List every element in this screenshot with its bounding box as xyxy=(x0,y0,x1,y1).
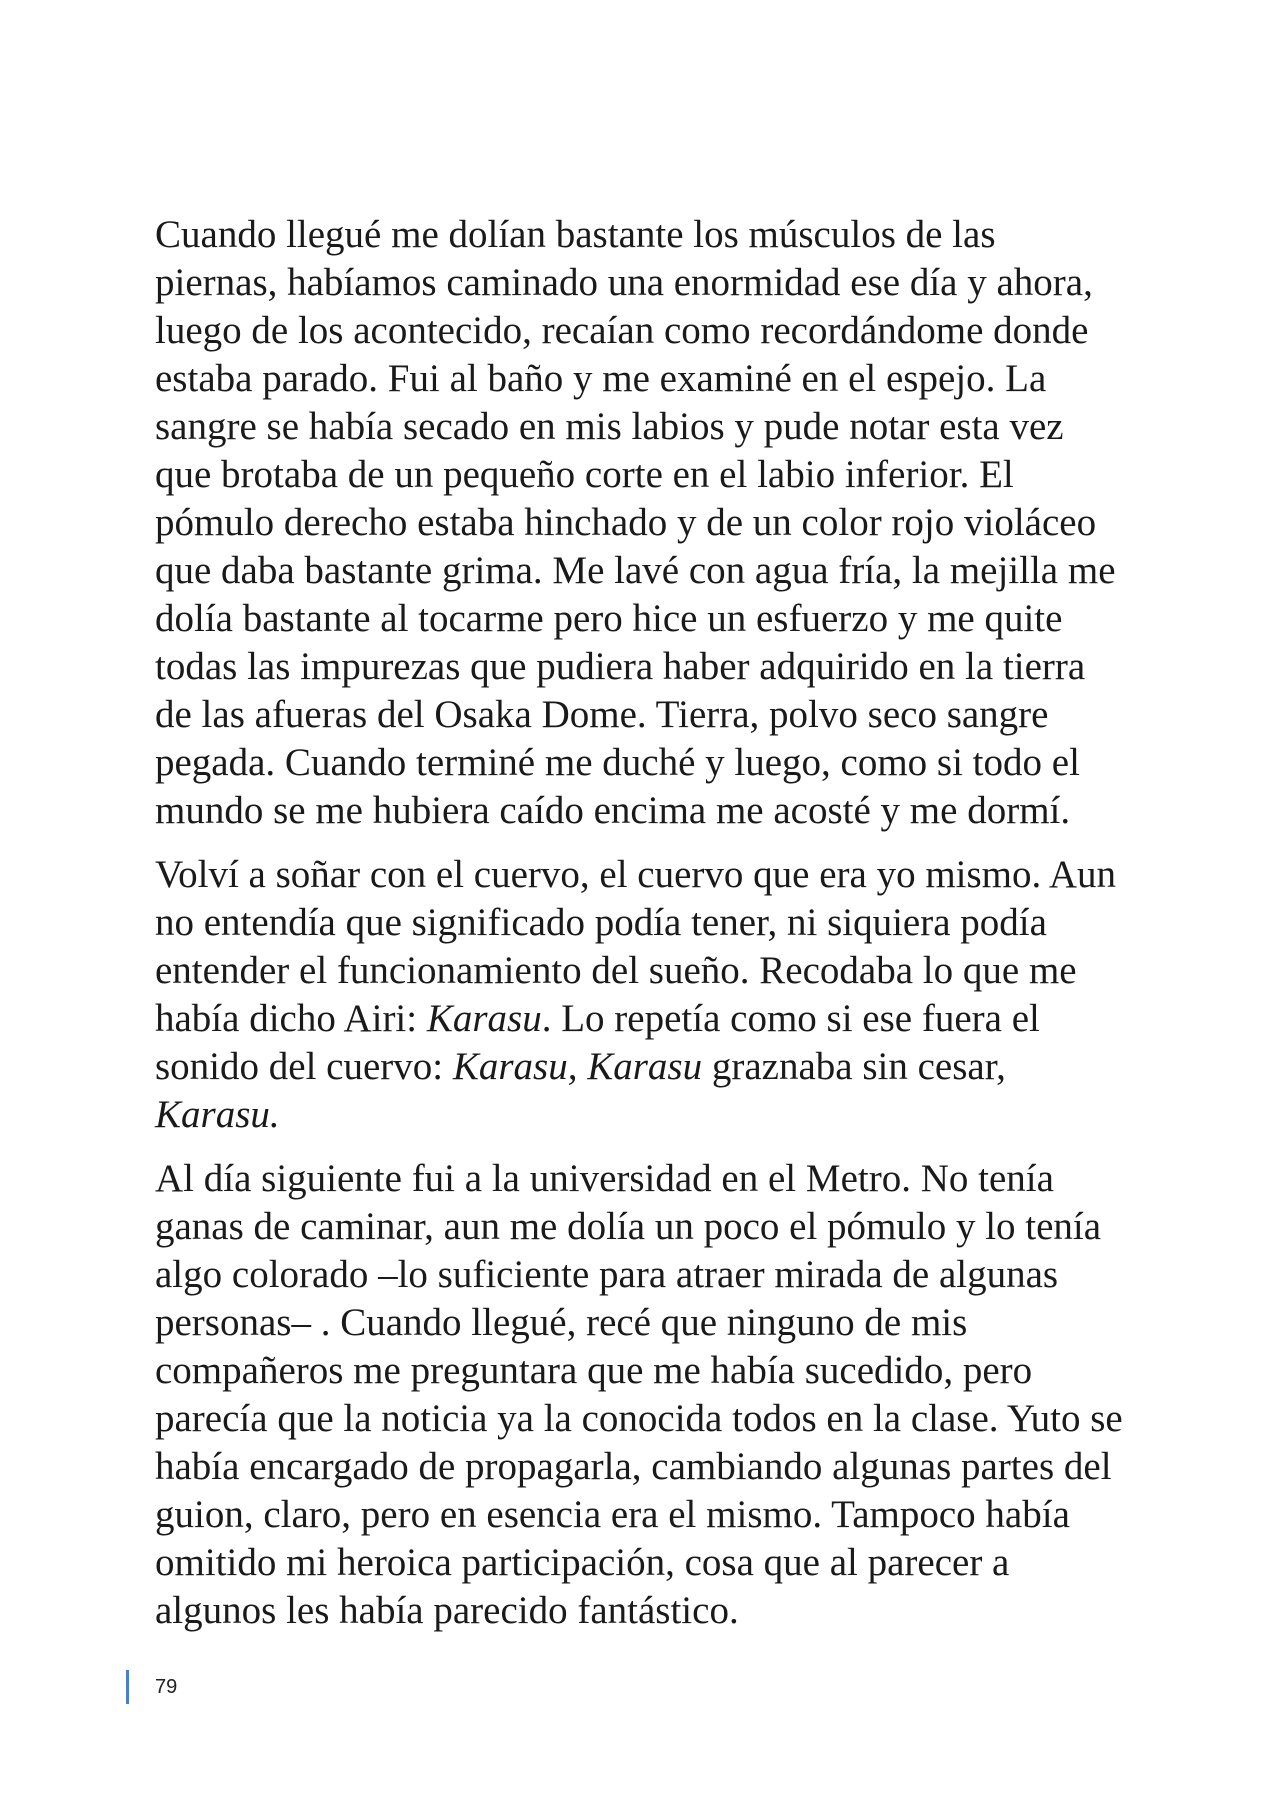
footer-rule xyxy=(126,1670,129,1704)
paragraph-2-italic-karasu: Karasu xyxy=(426,997,542,1040)
paragraph-2-text-c: graznaba sin cesar, xyxy=(702,1045,1006,1088)
paragraph-1 xyxy=(155,211,1125,835)
paragraph-2 xyxy=(155,851,1125,1139)
paragraph-1-text: Cuando llegué me dolían bastante los músculos de las piernas, habíamos caminado una enormidad ese día y ahora, luego de los acontecido, recaían como recordándome donde estaba parado. Fui al baño y me examiné en el espejo. La sangre se había secado en mis labios y pude notar esta vez que brotaba de un pequeño corte en el labio inferior. El pómulo derecho estaba hinchado y de un color rojo violáceo que daba bastante grima. Me lavé con agua fría, la mejilla me dolía bastante al tocarme pero hice un esfuerzo y me quite todas las impurezas que pudiera haber adquirido en la tierra de las afueras del Osaka Dome. Tierra, polvo seco sangre pegada. Cuando terminé me duché y luego, como si todo el mundo se me hubiera caído encima me acosté y me dormí. xyxy=(155,213,1116,832)
paragraph-3-text: Al día siguiente fui a la universidad en el Metro. No tenía ganas de caminar, aun me dolía un poco el pómulo y lo tenía algo colorado –lo suficiente para atraer mirada de algunas personas– . Cuando llegué, recé que ninguno de mis compañeros me preguntara que me había sucedido, pero parecía que la noticia ya la conocida todos en la clase. Yuto se había encargado de propagarla, cambiando algunas partes del guion, claro, pero en esencia era el mismo. Tampoco había omitido mi heroica participación, cosa que al parecer a algunos les había parecido fantástico. xyxy=(155,1157,1123,1632)
paragraph-2-italic-karasu-end: Karasu. xyxy=(155,1093,280,1136)
paragraph-3 xyxy=(155,1155,1125,1635)
page-footer xyxy=(126,1669,177,1705)
page-number: 79 xyxy=(155,1675,178,1698)
paragraph-2-text-b: . Lo repetía como si ese fuera el sonido del cuervo: xyxy=(155,997,1040,1088)
paragraph-2-italic-karasu-karasu: Karasu, Karasu xyxy=(452,1045,703,1088)
paragraph-2-text-a: Volví a soñar con el cuervo, el cuervo que era yo mismo. Aun no entendía que significado podía tener, ni siquiera podía entender el funcionamiento del sueño. Recodaba lo que me había dicho Airi: xyxy=(155,853,1117,1040)
page-body xyxy=(155,211,1125,1651)
